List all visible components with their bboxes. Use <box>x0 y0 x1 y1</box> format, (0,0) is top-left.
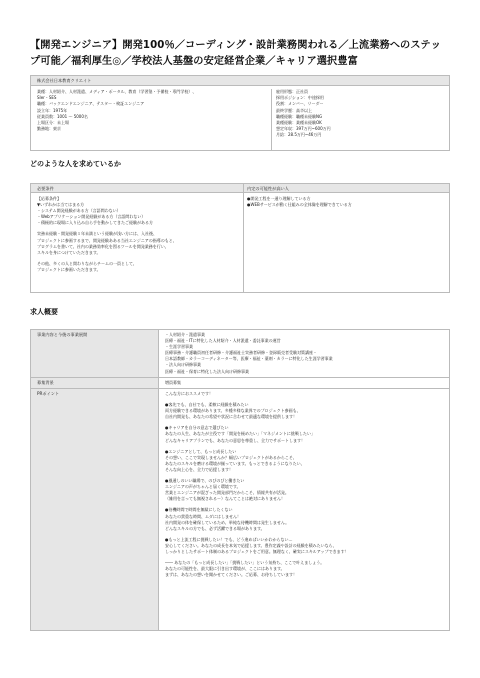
business-line: 医療・福祉・ITに特化した人材紹介・人材派遣・委託事業の運営 <box>165 338 281 344</box>
pr-row <box>31 389 449 630</box>
company-industry-cont: SIer・SES <box>37 95 57 101</box>
company-job-type: 職種：バックエンドエンジニア、テスター・検証エンジニア <box>37 101 145 107</box>
section-heading-person: どのような人を求めているか <box>30 160 121 168</box>
pr-line: 営業とエンジニアが混ざった開発部門だからこそ、情報共有が活発。 <box>165 490 289 496</box>
req-line: ・積極的に現場に入り込み自ら手を動かしてきたご経験がある方 <box>37 220 153 226</box>
requirements-header <box>31 184 449 193</box>
pr-line: どんなキャリアプランでも、あなたの意思を尊重し、全力でサポートします！ <box>165 437 305 443</box>
req-line: プロジェクトに参画するまで、開発経験あある当社エンジニアの指導のもと、 <box>37 237 177 243</box>
annual-salary: 想定年収：397万円~600万円 <box>276 126 331 132</box>
company-location: 勤務地：東京 <box>37 126 61 132</box>
company-industry: 業種：人材紹介、人材派遣、メディア・ポータル、教育（学習塾・予備校・専門学校）、 <box>37 89 197 94</box>
required-conditions-header: 必要条件 <box>37 186 54 191</box>
pr-line: 社内開発の体を確保しているため、単純な待機時間は発生しません。 <box>165 519 290 525</box>
monthly-salary: 月給：28.5万円~46万円 <box>276 132 322 138</box>
background-value: 増員募集 <box>165 380 181 385</box>
industry-experience: 業種経験：業種未経験OK <box>276 120 322 126</box>
req-line: その他、多くの人と関わりながらチームの一員として、 <box>37 260 137 266</box>
business-line: ・生涯学習事業 <box>165 344 193 350</box>
pr-line: ●エンジニアとして、もっと成長したい <box>165 448 237 454</box>
pr-line: ●もっと上流工程に挑戦したい！でも、どう進めばいいかわからない… <box>165 536 293 542</box>
role: 役割：メンバー、リーダー <box>276 101 324 107</box>
page-title: 【開発エンジニア】開発100％／コーディング・設計業務関われる／上流業務へのステップ可能／福利厚生◎／学校法人基盤の安定経営企業／キャリア選択豊富 <box>30 40 442 67</box>
likely-candidate-header: 内定の可能性が高い人 <box>247 186 289 191</box>
background-row <box>31 378 449 389</box>
background-label: 募集背景 <box>31 378 159 388</box>
req-line: ・システム開発経験がある方（言語問わない） <box>37 208 121 214</box>
pr-content <box>165 391 445 578</box>
business-line: 医療・福祉・保育に特化した法人向け研修事業 <box>165 368 249 374</box>
company-listing: 上場区分：未上場 <box>37 120 69 126</box>
req-line: 実務未経験・開発経験１年未満という経験が浅い方には、入社後、 <box>37 231 157 237</box>
pr-line: ●待機時間で時間を無駄にしたくない <box>165 507 233 513</box>
req-line: プログラムを書いて、社内の業務効率化を図るツールを開発業務を行い、 <box>37 243 169 249</box>
pr-line: ●風通しのいい職場で、のびのびと働きたい <box>165 478 245 484</box>
column-divider <box>243 184 244 292</box>
job-experience: 職種経験：職種未経験NG <box>276 113 323 119</box>
company-founded: 設立年：1975年 <box>37 107 68 113</box>
pr-line: こんな方におススメです！ <box>165 391 213 396</box>
section-heading-job: 求人概要 <box>30 308 58 316</box>
pr-line: まずは、あなたの想いを聞かせてください。ご応募、お待ちしています！ <box>165 572 297 578</box>
pr-line: 自社内開発も、あなたの希望や状況に合わせて最適な環境を提供します！ <box>165 414 297 420</box>
pr-line: ●客先でも、自社でも、柔軟に経験を積みたい <box>165 402 249 408</box>
pr-line: （雑用を言っても無視されるー）なんてことは絶対にありません！ <box>165 496 285 502</box>
business-content <box>165 332 445 375</box>
candidate-point: ●開発工程を一通り理解している方 <box>247 196 311 201</box>
required-conditions <box>37 196 241 273</box>
business-line: ・人材紹介・派遣事業 <box>165 332 205 337</box>
pr-line: ―― あなたの「もっと成長したい」「挑戦したい」という気持ち、ここで叶えましょう。 <box>165 560 325 566</box>
company-name: 株式会社日本教育クリエイト <box>31 76 449 86</box>
candidate-point: ●WEBサービスが動く仕組みの全体像を理解できている方 <box>247 202 352 208</box>
company-employees: 従業員数：1001 ～ 5000名 <box>37 113 88 119</box>
business-label: 事業内容と今後の事業展開 <box>31 330 159 377</box>
pr-line: そんな向上心を、全力で応援します！ <box>165 466 233 472</box>
req-line: プロジェクトに参画いただきます。 <box>37 266 101 272</box>
employment-type: 雇用形態：正社員 <box>276 89 308 94</box>
business-line: 医療事務・介護職員初任者研修・介護福祉士実務者研修・登録販売者受験対策講座・ <box>165 350 317 356</box>
company-info-card <box>30 75 450 151</box>
education: 最終学歴：高卒以上 <box>276 107 312 113</box>
pr-line: エンジニアの声がちゃんと届く環境です。 <box>165 484 241 490</box>
req-line: スキルを身につけていただきます。 <box>37 249 101 255</box>
employment-details <box>271 89 447 151</box>
req-line: ▼いずれかは当てはまる方 <box>37 202 85 208</box>
req-line: ・Webアプリケーション開発経験がある方（言語問わない） <box>37 214 146 220</box>
pr-label: PRポイント <box>31 389 159 630</box>
business-row <box>31 330 449 378</box>
pr-line: あなたの可能性を、最大限に引き出す環境が、ここにはあります。 <box>165 566 285 572</box>
business-line: 日本語教師・カラーコーディネーター等、医療・福祉・薬剤・カラーに特化した生涯学習事業 <box>165 356 333 362</box>
pr-line: あなたの貴重な時間、ムダにはしません！ <box>165 513 241 519</box>
job-overview-table <box>30 329 450 631</box>
pr-line: しっかりとしたサポート体制のあるプロジェクトをご用意。無理なく、確実にスキルアップできます！ <box>165 548 349 554</box>
business-line: ・法人向け研修事業 <box>165 362 201 368</box>
pr-line: どんなスキルの方でも、必ず活躍できる場があります。 <box>165 525 265 531</box>
pr-line: 両方経験できる環境があります。多種多様な業界でのプロジェクト参画も、 <box>165 408 301 414</box>
req-line: 【応募条件】 <box>37 196 61 201</box>
company-details <box>37 89 269 132</box>
pr-line: その想い、ここで実現しませんか？幅広いプロジェクトがあるからこそ、 <box>165 454 297 460</box>
requirements-table <box>30 183 450 293</box>
pr-line: 安心してください。あなたの成長を本気で応援します。豊作定義や設計の経験を積みたいなら、 <box>165 542 337 548</box>
pr-line: あなたの人生、あなたが主役です「開発を極めたい」「マネジメントに挑戦したい」 <box>165 431 315 437</box>
likely-candidate-list <box>247 196 445 208</box>
recruit-position: 採用ポジション：中途採用 <box>276 95 324 101</box>
pr-line: あなたのスキルを磨ける環境が揃っています。もっとできるようになりたい、 <box>165 460 305 466</box>
pr-line: ●キャリアを自分の意志で選びたい <box>165 425 229 431</box>
